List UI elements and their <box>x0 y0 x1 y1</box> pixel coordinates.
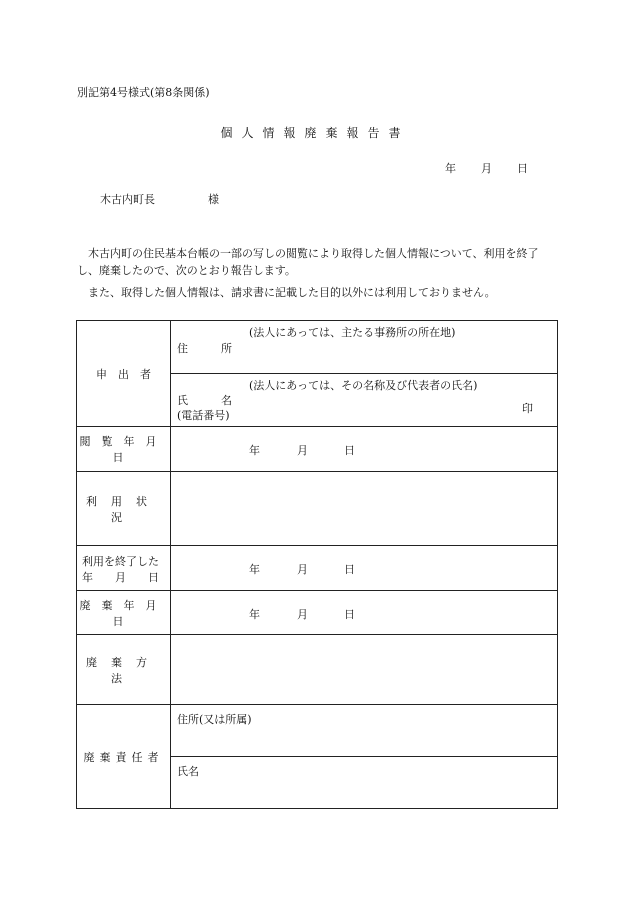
addressee-name: 木古内町長 <box>100 193 155 206</box>
disposal-date-month: 月 <box>297 607 308 621</box>
viewing-date-year: 年 <box>249 444 260 457</box>
name-note: (法人にあっては、その名称及び代表者の氏名) <box>249 379 478 392</box>
disposal-date-label: 廃棄年月日 <box>79 598 168 628</box>
end-use-date-year: 年 <box>249 563 260 576</box>
responsible-label: 廃棄責任者 <box>83 750 164 764</box>
paragraph-purpose-text: また、取得した個人情報は、請求書に記載した目的以外には利用しておりません。 <box>88 286 496 299</box>
name-label: 氏 名 <box>177 394 232 407</box>
paragraph-report: 木古内町の住民基本台帳の一部の写しの閲覧により取得した個人情報について、利用を終了し、廃棄したので、次のとおり報告します。 <box>77 247 539 277</box>
end-use-label-line1: 利用を終了した <box>82 555 159 568</box>
viewing-date-field[interactable] <box>171 427 558 472</box>
usage-status-label-cell <box>77 472 171 546</box>
phone-label: (電話番号) <box>177 409 230 422</box>
header-date-month: 月 <box>481 162 492 175</box>
addressee-suffix: 様 <box>208 193 219 206</box>
disposal-method-label-cell <box>77 635 171 705</box>
header-date-day: 日 <box>517 162 528 175</box>
responsible-name-label: 氏名 <box>177 765 199 778</box>
disposal-method-field[interactable] <box>171 635 558 705</box>
applicant-label-cell <box>77 321 171 427</box>
seal-mark: 印 <box>522 402 533 415</box>
disposal-method-label: 廃棄方法 <box>86 655 161 685</box>
address-note: (法人にあっては、主たる事務所の所在地) <box>249 326 456 339</box>
paragraph-purpose <box>77 284 557 301</box>
addressee <box>100 191 219 207</box>
end-use-label-cell <box>77 546 171 591</box>
name-field[interactable] <box>171 374 558 427</box>
address-label: 住 所 <box>177 342 232 355</box>
disposal-date-label-cell <box>77 591 171 635</box>
end-use-date-day: 日 <box>344 563 355 576</box>
responsible-address-field[interactable] <box>171 705 558 757</box>
usage-status-field[interactable] <box>171 472 558 546</box>
report-table <box>76 320 558 809</box>
disposal-date-day: 日 <box>344 607 355 621</box>
viewing-date-day: 日 <box>344 444 355 457</box>
header-date-year: 年 <box>445 162 456 175</box>
end-use-label-line2: 年 月 日 <box>82 571 159 584</box>
form-number: 別記第4号様式(第8条関係) <box>77 86 210 99</box>
viewing-date-month: 月 <box>297 444 308 457</box>
usage-status-label: 利用状況 <box>86 494 161 524</box>
document-title: 個人情報廃棄報告書 <box>220 126 410 140</box>
end-use-date-month: 月 <box>297 563 308 576</box>
responsible-name-field[interactable] <box>171 757 558 809</box>
end-use-date-field[interactable] <box>171 546 558 591</box>
viewing-date-label: 閲覧年月日 <box>79 435 168 464</box>
viewing-date-label-cell <box>77 427 171 472</box>
responsible-address-label: 住所(又は所属) <box>177 713 252 726</box>
applicant-label: 申 出 者 <box>96 367 151 381</box>
address-field[interactable] <box>171 321 558 374</box>
disposal-date-field[interactable] <box>171 591 558 635</box>
responsible-label-cell <box>77 705 171 809</box>
disposal-date-year: 年 <box>249 607 260 621</box>
